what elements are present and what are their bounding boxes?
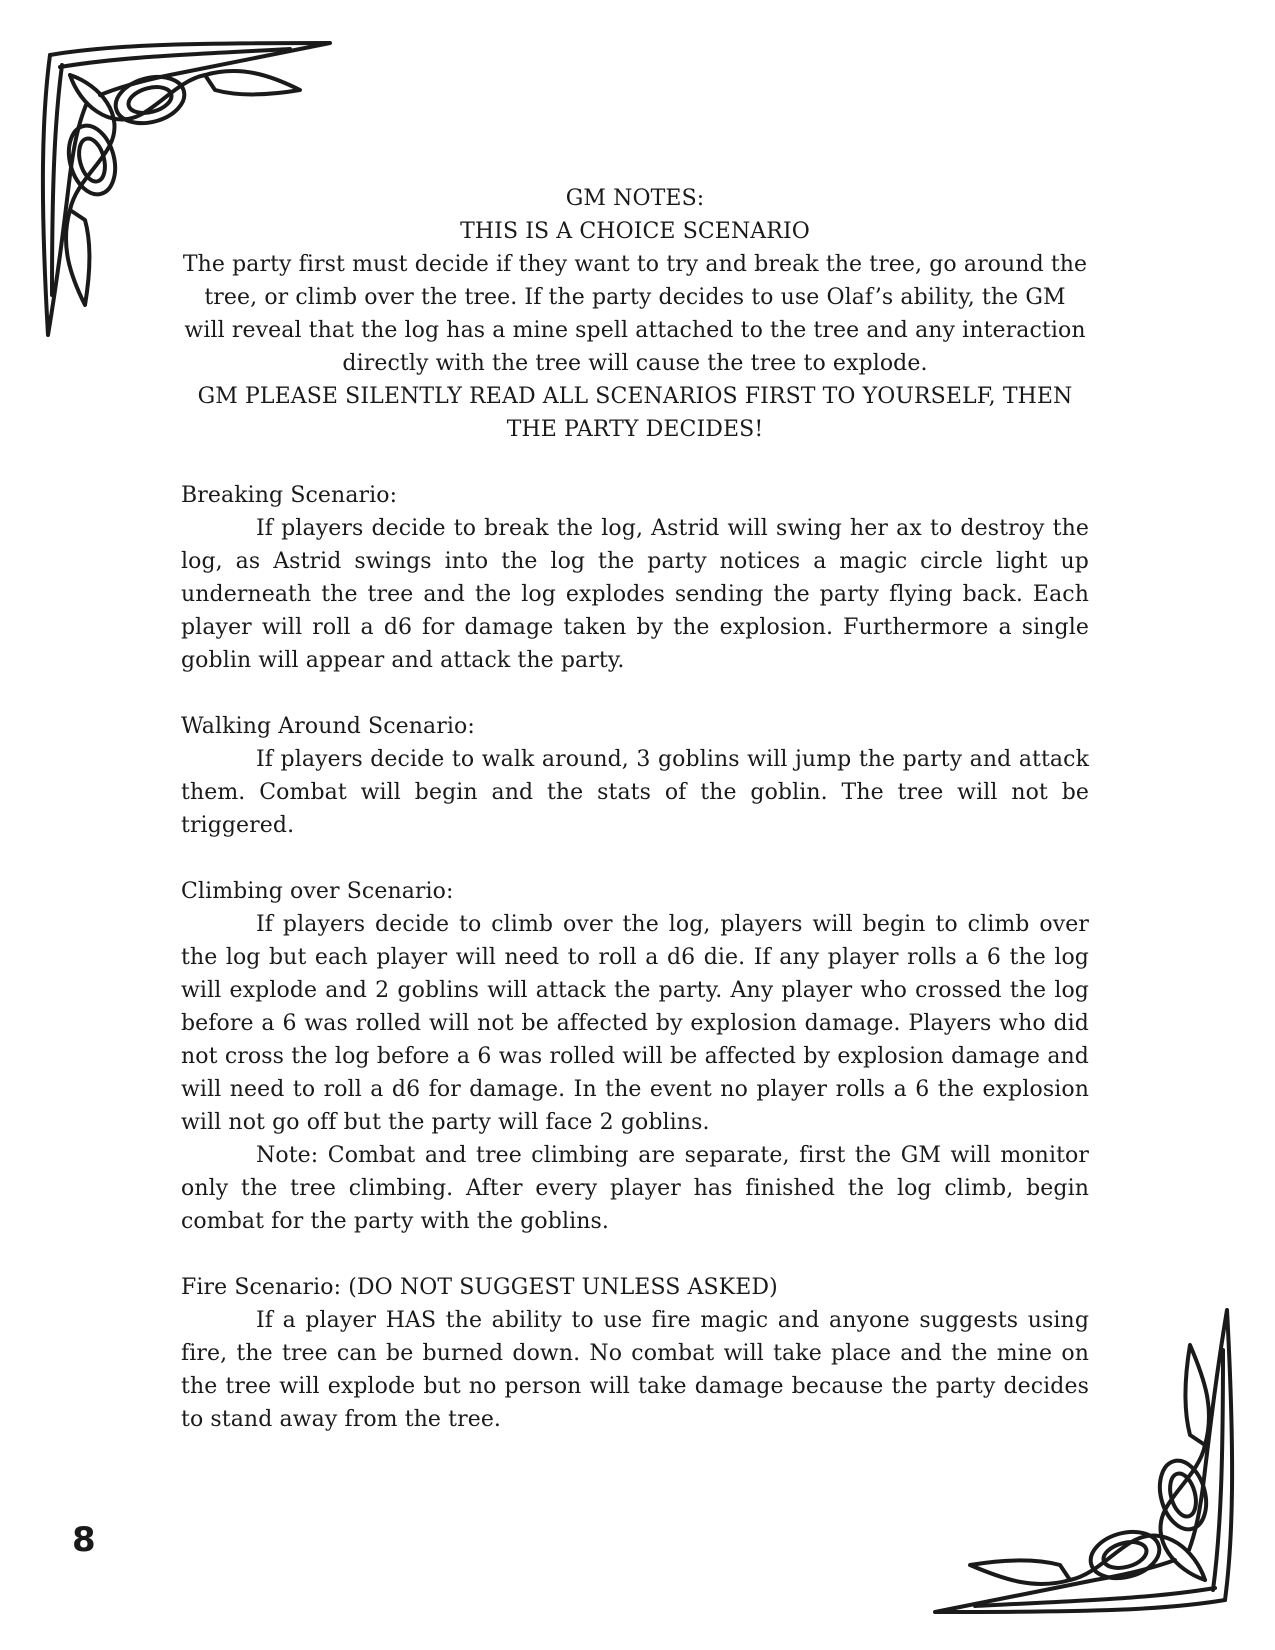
scenario-climbing-over bbox=[181, 875, 1089, 1238]
scenario-paragraph: If players decide to walk around, 3 goblins will jump the party and attack them. Combat will begin and the stats of the goblin. The tree will not be triggered. bbox=[181, 747, 1089, 838]
scenario-fire bbox=[181, 1271, 1089, 1436]
scenario-paragraph: If players decide to break the log, Astrid will swing her ax to destroy the log, as Astrid swings into the log the party notices a magic circle light up underneath the tree and the log explodes sending the party flying back. Each player will roll a d6 for damage taken by the explosion. Furthermore a single goblin will appear and attack the party. bbox=[181, 516, 1089, 673]
scenario-heading: Walking Around Scenario: bbox=[181, 714, 475, 739]
notes-warning: GM PLEASE SILENTLY READ ALL SCENARIOS FIRST TO YOURSELF, THEN THE PARTY DECIDES! bbox=[197, 384, 1073, 442]
scenario-walking-around bbox=[181, 710, 1089, 842]
scenario-paragraph: If players decide to climb over the log, players will begin to climb over the log but each player will need to roll a d6 die. If any player rolls a 6 the log will explode and 2 goblins will attack the party. Any player who crossed the log before a 6 was rolled will not be affected by explosion damage. Players who did not cross the log before a 6 was rolled will be affected by explosion damage and will need to roll a d6 for damage. In the event no player rolls a 6 the explosion will not go off but the party will face 2 goblins. bbox=[181, 912, 1089, 1135]
scenario-note-paragraph: Note: Combat and tree climbing are separate, first the GM will monitor only the tree climbing. After every player has finished the log climb, begin combat for the party with the goblins. bbox=[181, 1143, 1089, 1234]
scenario-heading: Climbing over Scenario: bbox=[181, 879, 454, 904]
scenario-heading: Fire Scenario: (DO NOT SUGGEST UNLESS ASKED) bbox=[181, 1275, 778, 1300]
notes-subtitle: THIS IS A CHOICE SCENARIO bbox=[460, 219, 810, 244]
gm-notes-body bbox=[181, 182, 1089, 1436]
scenario-paragraph: If a player HAS the ability to use fire magic and anyone suggests using fire, the tree can be burned down. No combat will take place and the mine on the tree will explode but no person will take damage because the party decides to stand away from the tree. bbox=[181, 1308, 1089, 1432]
notes-intro: The party first must decide if they want to try and break the tree, go around the tree, or climb over the tree. If the party decides to use Olaf’s ability, the GM will reveal that the log has a mine spell attached to the tree and any interaction directly with the tree will cause the tree to explode. bbox=[182, 252, 1088, 376]
scenario-breaking bbox=[181, 479, 1089, 677]
scenario-heading: Breaking Scenario: bbox=[181, 483, 398, 508]
page-number: 8 bbox=[72, 1520, 96, 1560]
notes-title: GM NOTES: bbox=[565, 186, 705, 211]
